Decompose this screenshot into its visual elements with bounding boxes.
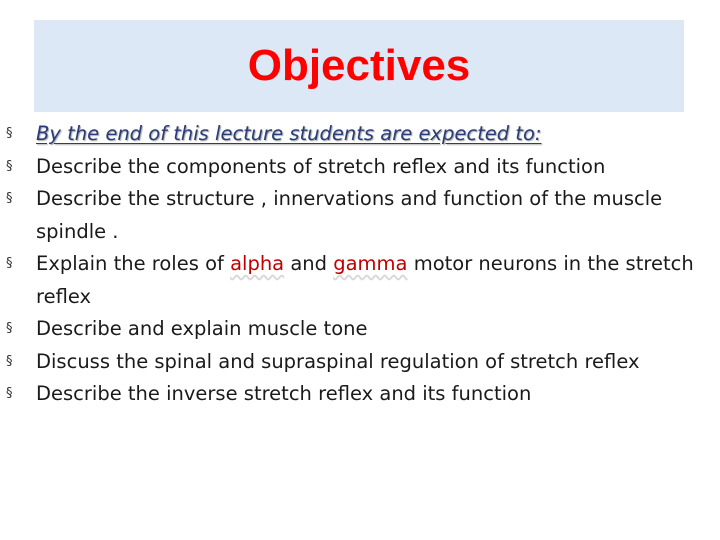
- objective-item: [0, 346, 696, 379]
- bullet-icon: §: [6, 191, 13, 206]
- bullet-icon: §: [6, 158, 13, 174]
- bullet-icon: §: [6, 386, 13, 401]
- gamma-word: gamma: [333, 252, 408, 275]
- objective-item: [0, 248, 696, 313]
- objective-intro: [0, 118, 720, 151]
- objective-item: [0, 183, 696, 248]
- objective-text-after: motor neurons in the stretch reflex: [36, 252, 694, 308]
- objective-item: [0, 313, 720, 346]
- objective-item: [0, 151, 720, 184]
- objective-text: Describe and explain muscle tone: [36, 317, 368, 340]
- bullet-icon: §: [6, 126, 13, 141]
- objective-text-middle: and: [284, 252, 334, 275]
- objective-text: Describe the inverse stretch reflex and its function: [36, 382, 532, 405]
- slide-title: Objectives: [247, 41, 471, 90]
- objective-text: Describe the components of stretch reflex and its function: [36, 154, 606, 178]
- objective-item: [0, 378, 720, 411]
- bullet-icon: §: [6, 353, 13, 369]
- alpha-word: alpha: [230, 252, 285, 275]
- bullet-icon: §: [6, 321, 13, 336]
- objective-text-before: Explain the roles of: [36, 252, 231, 275]
- bullet-icon: §: [6, 256, 13, 271]
- intro-text: By the end of this lecture students are expected to:: [36, 122, 542, 145]
- objective-text: Discuss the spinal and supraspinal regulation of stretch reflex: [36, 349, 640, 373]
- objectives-list: [0, 118, 720, 411]
- objective-text: Describe the structure , innervations and function of the muscle spindle .: [36, 187, 663, 243]
- title-banner: [34, 20, 684, 112]
